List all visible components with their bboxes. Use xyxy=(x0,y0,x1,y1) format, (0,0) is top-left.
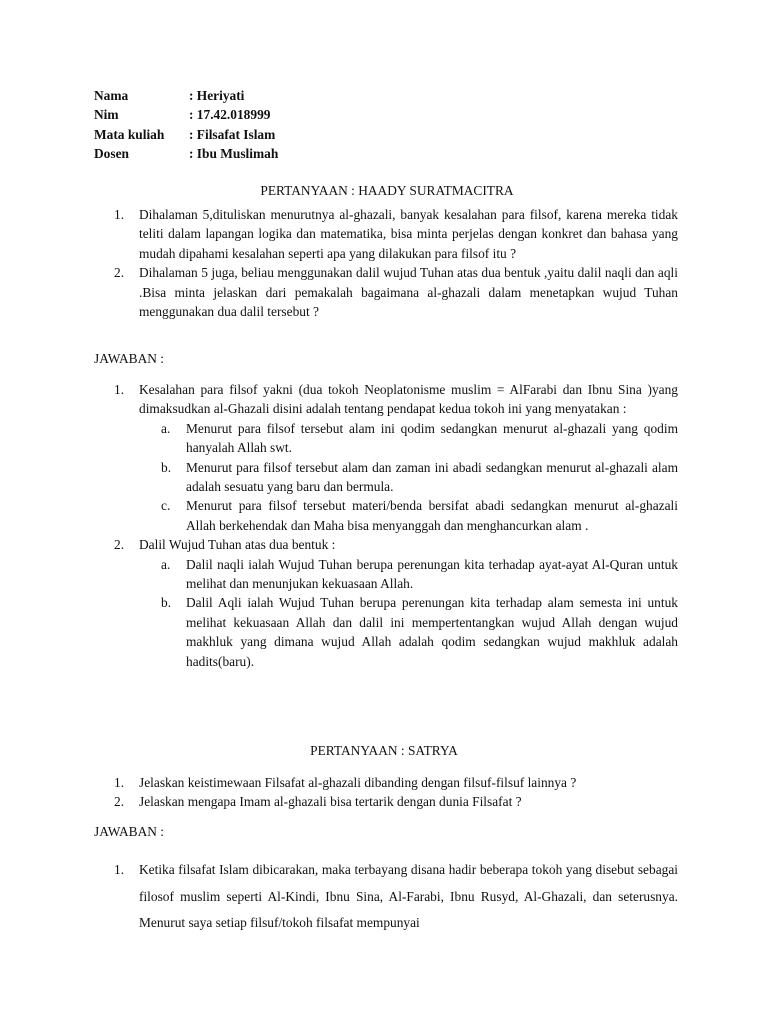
answer-item: 1. Ketika filsafat Islam dibicarakan, maka terbayang disana hadir beberapa tokoh yang disebut sebagai filosof muslim seperti Al-Kindi, Ibnu Sina, Al-Farabi, Ibnu Rusyd, Al-Ghazali, dan seterusnya. Menurut saya setiap filsuf/tokoh filsafat mempunyai xyxy=(114,862,678,930)
question-item: 1. Dihalaman 5,dituliskan menurutnya al-ghazali, banyak kesalahan para filsof, karena mereka tidak teliti dalam lapangan logika dan matematika, bisa minta perjelas dengan konkret dan bahasa yang mudah dipahami kesalahan seperti apa yang dilakukan para filsof itu ? xyxy=(114,207,678,261)
answer-item: 1. Kesalahan para filsof yakni (dua tokoh Neoplatonisme muslim = AlFarabi dan Ibnu Sina )yang dimaksudkan al-Ghazali disini adalah tentang pendapat kedua tokoh ini yang menyatakan : a. Menurut para filsof tersebut alam ini qodim sedangkan menurut al-ghazali yang qodim hanyalah Allah swt. b. Menurut para filsof tersebut alam dan zaman ini abadi sedangkan menurut al-ghazali alam adalah sesuatu yang baru dan bermula. c. Menurut para filsof tersebut materi/benda bersifat abadi sedangkan menurut al-ghazali Allah berkehendak dan Maha bisa menyanggah dan menghancurkan alam . xyxy=(94,380,678,535)
info-row-nim xyxy=(94,105,278,124)
section-heading-haady: PERTANYAAN : HAADY SURATMACITRA xyxy=(260,183,514,198)
info-value: : Heriyati xyxy=(189,88,245,103)
answer-text: Kesalahan para filsof yakni (dua tokoh Neoplatonisme muslim = AlFarabi dan Ibnu Sina )yang dimaksudkan al-Ghazali disini adalah tentang pendapat kedua tokoh ini yang menyatakan : xyxy=(139,382,678,417)
answer-subitem xyxy=(139,496,678,535)
answer-subitems xyxy=(139,555,678,671)
info-value: : Filsafat Islam xyxy=(189,126,276,142)
subitem-letter: a. xyxy=(161,556,171,572)
question-text: Dihalaman 5,dituliskan menurutnya al-ghazali, banyak kesalahan para filsof, karena mereka tidak teliti dalam lapangan logika dan matematika, bisa minta perjelas dengan konkret dan bahasa yang mudah dipahami kesalahan seperti apa yang dilakukan para filsof itu ? xyxy=(139,207,678,261)
answer-subitems xyxy=(139,419,678,535)
answer-list-2 xyxy=(94,857,678,937)
answer-text: Ketika filsafat Islam dibicarakan, maka terbayang disana hadir beberapa tokoh yang disebut sebagai filosof muslim seperti Al-Kindi, Ibnu Sina, Al-Farabi, Ibnu Rusyd, Al-Ghazali, dan seterusnya. Menurut saya setiap filsuf/tokoh filsafat mempunyai xyxy=(139,862,678,930)
info-label: Dosen xyxy=(94,146,129,162)
question-text: Dihalaman 5 juga, beliau menggunakan dalil wujud Tuhan atas dua bentuk ,yaitu dalil naqli dan aqli .Bisa minta jelaskan dari pemakalah bagaimana al-ghazali dalam menetapkan wujud Tuhan menggunakan dua dalil tersebut ? xyxy=(139,265,678,320)
subitem-letter: b. xyxy=(161,595,172,611)
answer-subitem xyxy=(139,458,678,497)
question-item: 2. Jelaskan mengapa Imam al-ghazali bisa tertarik dengan dunia Filsafat ? xyxy=(114,794,522,810)
answer-text: Dalil Wujud Tuhan atas dua bentuk : xyxy=(139,537,336,553)
info-row-dosen xyxy=(94,144,278,163)
answer-subitem xyxy=(139,419,678,458)
question-item: 2. Dihalaman 5 juga, beliau menggunakan dalil wujud Tuhan atas dua bentuk ,yaitu dalil naqli dan aqli .Bisa minta jelaskan dari pemakalah bagaimana al-ghazali dalam menetapkan wujud Tuhan menggunakan dua dalil tersebut ? xyxy=(114,265,678,320)
section-heading-satrya: PERTANYAAN : SATRYA xyxy=(310,743,458,758)
info-value: : 17.42.018999 xyxy=(189,107,271,123)
subitem-text: Menurut para filsof tersebut alam ini qodim sedangkan menurut al-ghazali yang qodim hanyalah Allah swt. xyxy=(186,420,678,456)
info-label: Nama xyxy=(94,88,129,103)
answer-list-1 xyxy=(94,380,678,671)
question-text: Jelaskan keistimewaan Filsafat al-ghazali dibanding dengan filsuf-filsuf lainnya ? xyxy=(139,775,577,790)
answer-label-2: JAWABAN : xyxy=(94,824,164,839)
subitem-text: Dalil naqli ialah Wujud Tuhan berupa perenungan kita terhadap ayat-ayat Al-Quran untuk melihat dan menunjukan kekuasaan Allah. xyxy=(186,556,678,592)
student-info xyxy=(94,86,278,164)
subitem-letter: c. xyxy=(161,498,171,514)
answer-subitem xyxy=(139,593,678,671)
info-label: Nim xyxy=(94,107,119,123)
answer-subitem xyxy=(139,555,678,594)
subitem-text: Menurut para filsof tersebut alam dan zaman ini abadi sedangkan menurut al-ghazali alam adalah sesuatu yang baru dan bermula. xyxy=(186,459,678,495)
question-list-2 xyxy=(94,773,678,812)
subitem-text: Dalil Aqli ialah Wujud Tuhan berupa perenungan kita terhadap alam semesta ini untuk melihat kekuasaan Allah dan dalil ini mempertentangkan wujud Allah dengan wujud makhluk yang dimana wujud Allah adalah qodim sedangkan wujud makhluk adalah hadits(baru). xyxy=(186,595,678,669)
info-label: Mata kuliah xyxy=(94,126,165,142)
question-list-1 xyxy=(94,205,678,321)
answer-item: 2. Dalil Wujud Tuhan atas dua bentuk : a. Dalil naqli ialah Wujud Tuhan berupa perenungan kita terhadap ayat-ayat Al-Quran untuk melihat dan menunjukan kekuasaan Allah. b. Dalil Aqli ialah Wujud Tuhan berupa perenungan kita terhadap alam semesta ini untuk melihat kekuasaan Allah dan dalil ini mempertentangkan wujud Allah dengan wujud makhluk yang dimana wujud Allah adalah qodim sedangkan wujud makhluk adalah hadits(baru). xyxy=(94,535,678,671)
answer-label-1: JAWABAN : xyxy=(94,351,164,366)
subitem-letter: b. xyxy=(161,459,172,475)
info-row-mata-kuliah xyxy=(94,125,278,144)
subitem-letter: a. xyxy=(161,420,171,436)
info-row-nama xyxy=(94,86,278,105)
question-text: Jelaskan mengapa Imam al-ghazali bisa tertarik dengan dunia Filsafat ? xyxy=(139,794,522,810)
info-value: : Ibu Muslimah xyxy=(189,146,279,162)
question-item: 1. Jelaskan keistimewaan Filsafat al-ghazali dibanding dengan filsuf-filsuf lainnya ? xyxy=(114,775,577,790)
subitem-text: Menurut para filsof tersebut materi/benda bersifat abadi sedangkan menurut al-ghazali Allah berkehendak dan Maha bisa menyanggah dan menghancurkan alam . xyxy=(186,498,678,533)
